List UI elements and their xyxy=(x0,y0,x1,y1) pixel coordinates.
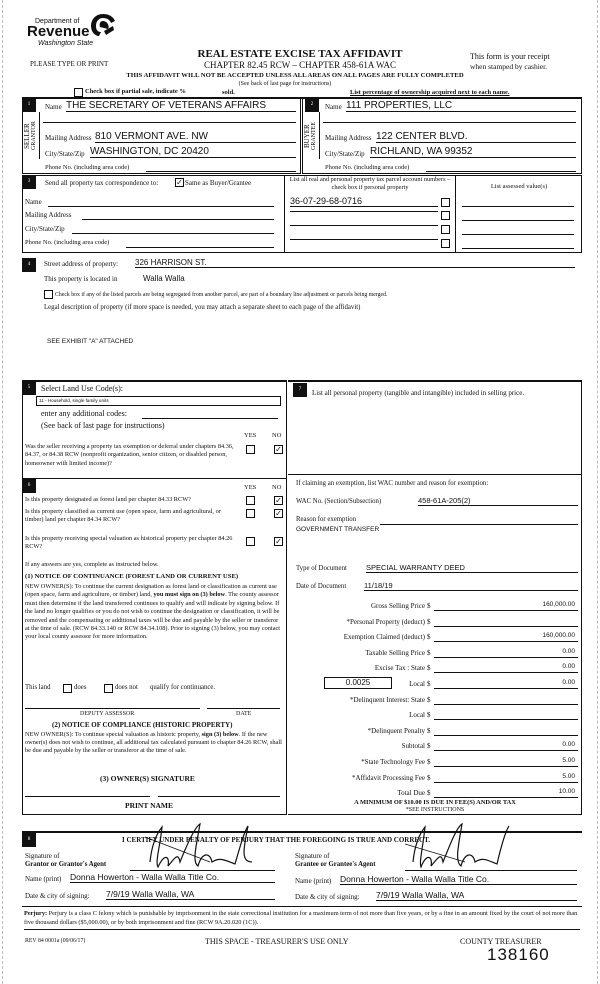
yes-header-5: YES xyxy=(244,432,257,439)
tax-row-label: Local xyxy=(409,679,425,688)
if-yes-instruction: If any answers are yes, complete as instructed below. xyxy=(25,561,159,568)
dor-swirl-icon xyxy=(89,12,117,38)
excise-tax-state-field[interactable]: 0.00 xyxy=(434,663,578,673)
form-title: REAL ESTATE EXCISE TAX AFFIDAVIT xyxy=(197,48,403,60)
tax-row-label: Exemption Claimed (deduct) xyxy=(343,633,425,642)
section-number-8: 8 xyxy=(22,833,36,847)
seller-mailing-label: Mailing Address xyxy=(45,134,92,142)
dollar-sign: $ xyxy=(427,789,431,798)
exemption-claimed-field[interactable]: 160,000.00 xyxy=(434,632,578,642)
notice1-bold: you must sign on (3) below xyxy=(153,591,226,599)
wac-label: WAC No. (Section/Subsection) xyxy=(296,498,382,505)
forest-land-yes[interactable] xyxy=(246,496,255,505)
land-use-label: Select Land Use Code(s): xyxy=(41,384,123,393)
seller-mailing-field[interactable]: 810 VERMONT AVE. NW xyxy=(95,131,296,143)
local-rate-box[interactable]: 0.0025 xyxy=(324,677,392,689)
deputy-assessor-label: DEPUTY ASSESSOR xyxy=(80,711,135,717)
corr-phone-field[interactable] xyxy=(126,247,274,248)
tax-row-label: Total Due xyxy=(397,789,425,798)
tax-row-label: Excise Tax : State xyxy=(374,664,425,673)
receipt-note-1: This form is your receipt xyxy=(470,52,550,61)
parcel-number-2[interactable] xyxy=(290,211,438,212)
buyer-phone-field[interactable] xyxy=(426,171,576,172)
parcel-number-4[interactable] xyxy=(290,239,438,240)
does-not-qualify-checkbox[interactable] xyxy=(104,684,113,693)
grantor-date-city-label: Date & city of signing: xyxy=(25,892,90,900)
seller-exemption-yes[interactable] xyxy=(246,445,255,454)
reason-value[interactable]: GOVERNMENT TRANSFER xyxy=(296,526,380,533)
doc-type-field[interactable]: SPECIAL WARRANTY DEED xyxy=(366,563,578,573)
additional-codes-field[interactable] xyxy=(142,418,278,419)
yes-header-6: YES xyxy=(244,484,257,491)
agency-line1: Department of xyxy=(35,18,80,25)
dollar-sign: $ xyxy=(427,617,431,626)
grantee-date-city-label: Date & city of signing: xyxy=(295,893,360,901)
does-label: does xyxy=(74,684,87,691)
tax-row xyxy=(296,773,578,789)
tax-row xyxy=(296,741,578,757)
buyer-name-label: Name xyxy=(325,103,342,111)
qualify-label: qualify for continuance. xyxy=(150,684,216,691)
current-use-no[interactable]: ✓ xyxy=(275,509,282,518)
warning-line: THIS AFFIDAVIT WILL NOT BE ACCEPTED UNLESS ALL AREAS ON ALL PAGES ARE FULLY COMPLETED xyxy=(126,72,464,79)
sold-label: sold. xyxy=(222,89,235,96)
seller-name-label: Name xyxy=(45,103,62,111)
section-number-1: 1 xyxy=(22,98,36,112)
form-id: REV 84 0001a (09/06/17) xyxy=(25,938,86,944)
street-address-field[interactable]: 326 HARRISON ST. xyxy=(135,258,575,268)
reason-label: Reason for exemption xyxy=(296,516,357,523)
current-use-question: Is this property classified as current use (open space, farm and agricultural, or timber) land per chapter 84.34 RCW? xyxy=(25,508,221,524)
corr-city-field[interactable] xyxy=(72,233,274,234)
partial-sale-checkbox[interactable] xyxy=(74,88,83,97)
dor-logo xyxy=(27,14,123,52)
perjury-text: Perjury is a class C felony which is punishable by imprisonment in the state correctional institution for a maximum term of not more than five years, or by a fine in an amount fixed by the court of not more than five thousand dollars ($5,000.00), or by both imprisonment and fine (RCW 9A.20.020 (1C)). xyxy=(24,910,578,926)
does-not-label: does not xyxy=(115,684,138,691)
personal-property-checkbox-2[interactable] xyxy=(441,211,450,220)
minimum-fee-note: A MINIMUM OF $10.00 IS DUE IN FEE(S) AND/OR TAX xyxy=(354,799,516,806)
located-in-value[interactable]: Walla Walla xyxy=(143,274,185,283)
tax-row xyxy=(296,757,578,773)
partial-sale-label: Check box if partial sale, indicate % xyxy=(85,88,186,95)
treasurer-use-label: THIS SPACE - TREASURER'S USE ONLY xyxy=(205,937,349,946)
grantee-sig-label-2: Grantee or Grantee's Agent xyxy=(295,861,376,868)
tax-calculation xyxy=(296,601,578,804)
section-number-6: 6 xyxy=(22,479,36,493)
tax-row xyxy=(296,601,578,617)
section-number-3: 3 xyxy=(22,175,36,189)
notice-compliance-title: (2) NOTICE OF COMPLIANCE (HISTORIC PROPERTY) xyxy=(52,721,233,729)
street-address-label: Street address of property: xyxy=(44,260,119,268)
tax-row-label: *Delinquent Interest: State xyxy=(349,695,425,704)
grantor-name-print-label: Name (print) xyxy=(25,875,62,883)
dollar-sign: $ xyxy=(427,757,431,766)
perjury-bold: Perjury: xyxy=(24,910,48,917)
legal-description-label: Legal description of property (if more space is needed, you may attach a separate sheet to each page of the affidavit) xyxy=(44,304,361,311)
see-back-note: (See back of last page for instructions) xyxy=(238,81,332,87)
notice2-part-a: NEW OWNER(S): To continue special valuation as historic property, xyxy=(25,731,201,738)
corr-city-label: City/State/Zip xyxy=(25,225,65,233)
send-correspondence-label: Send all property tax correspondence to: xyxy=(45,179,159,187)
tax-row-label: Taxable Selling Price xyxy=(365,648,425,657)
delinquent-penalty-field[interactable] xyxy=(434,726,578,736)
dollar-sign: $ xyxy=(427,679,431,688)
assessed-value-3[interactable] xyxy=(462,234,574,235)
agency-line2: Revenue xyxy=(27,23,90,40)
tax-row-label: Local xyxy=(409,711,425,720)
tax-row xyxy=(296,648,578,664)
grantee-name-print-field[interactable]: Donna Howerton - Walla Walla Title Co. xyxy=(340,874,577,885)
state-technology-fee-field[interactable]: 5.00 xyxy=(434,757,578,767)
assessed-header: List assessed value(s) xyxy=(490,183,548,190)
seller-phone-field[interactable] xyxy=(146,171,296,172)
dollar-sign: $ xyxy=(427,648,431,657)
historic-no[interactable]: ✓ xyxy=(275,537,282,546)
segregate-label: Check box if any of the listed parcels are being segregated from another parcel, are part of a boundary line adjustment or parcels being merged. xyxy=(55,292,388,298)
forest-land-question: Is this property designated as forest land per chapter 84.33 RCW? xyxy=(25,496,191,503)
dollar-sign: $ xyxy=(427,726,431,735)
buyer-city-label: City/State/Zip xyxy=(325,150,365,158)
section-number-2: 2 xyxy=(305,98,319,112)
taxable-selling-price-field[interactable]: 0.00 xyxy=(434,648,578,658)
dollar-sign: $ xyxy=(427,633,431,642)
buyer-phone-label: Phone No. (including area code) xyxy=(325,164,410,171)
assessed-value-2[interactable] xyxy=(462,220,574,221)
tax-row xyxy=(296,726,578,742)
notice-continuance-text xyxy=(25,583,283,642)
claim-exemption-label: If claiming an exemption, list WAC number and reason for exemption: xyxy=(296,480,489,487)
deputy-assessor-sig-line[interactable] xyxy=(25,708,200,709)
buyer-name-line2[interactable] xyxy=(323,122,576,123)
assessor-date-line[interactable] xyxy=(207,708,280,709)
seller-side-strip xyxy=(22,112,40,159)
grantor-date-city-field[interactable]: 7/9/19 Walla Walla, WA xyxy=(106,889,275,900)
dollar-sign: $ xyxy=(427,773,431,782)
same-as-buyer-label: Same as Buyer/Grantee xyxy=(185,179,252,187)
please-type-label: PLEASE TYPE OR PRINT xyxy=(30,60,109,68)
grantee-date-city-field[interactable]: 7/9/19 Walla Walla, WA xyxy=(376,890,577,901)
tax-row-label: *State Technology Fee xyxy=(361,757,425,766)
section-number-5: 5 xyxy=(22,381,36,395)
legal-description-value[interactable]: SEE EXHIBIT "A" ATTACHED xyxy=(47,338,134,345)
corr-mailing-field[interactable] xyxy=(82,219,274,220)
total-due-field[interactable]: 10.00 xyxy=(434,788,578,798)
seller-name-field[interactable]: THE SECRETARY OF VETERANS AFFAIRS xyxy=(66,100,296,112)
scan-edge-left xyxy=(2,0,3,984)
dollar-sign: $ xyxy=(427,742,431,751)
notice2-part-b: . If the new owner(s) does not wish to continue, all additional tax calculated pursuant to chapter 84.26 RCW, shall be due and payable by the seller or transferor at the time of sale. xyxy=(25,731,282,755)
this-land-label: This land xyxy=(25,684,51,691)
grantor-signature-scribble xyxy=(140,822,260,872)
county-treasurer-label: COUNTY TREASURER xyxy=(460,937,542,946)
current-use-yes[interactable] xyxy=(246,509,255,518)
owner-signature-label: (3) OWNER(S) SIGNATURE xyxy=(100,774,195,783)
affidavit-processing-fee-field[interactable]: 5.00 xyxy=(434,773,578,783)
seller-name-line2[interactable] xyxy=(43,122,296,123)
corr-mailing-label: Mailing Address xyxy=(25,211,72,219)
grantee-name-print-label: Name (print) xyxy=(295,877,332,885)
dollar-sign: $ xyxy=(427,711,431,720)
personal-property-checkbox-1[interactable] xyxy=(441,198,450,207)
located-in-label: This property is located in xyxy=(44,275,118,283)
section-number-4: 4 xyxy=(22,258,36,272)
grantor-name-print-field[interactable]: Donna Howerton - Walla Walla Title Co. xyxy=(70,872,275,883)
owner-signature-line-1[interactable] xyxy=(25,796,150,797)
buyer-name-field[interactable]: 111 PROPERTIES, LLC xyxy=(346,100,576,112)
see-instructions-note: *SEE INSTRUCTIONS xyxy=(405,807,465,813)
excise-tax-local-field[interactable]: 0.00 xyxy=(434,679,578,689)
tax-row-label: *Affidavit Processing Fee xyxy=(352,773,425,782)
print-name-label: PRINT NAME xyxy=(125,801,173,810)
buyer-mailing-label: Mailing Address xyxy=(325,134,372,142)
personal-property-checkbox-3[interactable] xyxy=(441,225,450,234)
tax-row xyxy=(296,632,578,648)
segregate-checkbox[interactable] xyxy=(44,290,53,299)
grantee-label: GRANTEE xyxy=(311,122,317,150)
gross-selling-price-field[interactable]: 160,000.00 xyxy=(434,601,578,611)
form-chapter: CHAPTER 82.45 RCW – CHAPTER 458-61A WAC xyxy=(204,60,396,70)
buyer-label: BUYER xyxy=(303,124,311,148)
reason-line[interactable] xyxy=(380,524,578,525)
delinquent-interest-local-field[interactable] xyxy=(434,710,578,720)
corr-name-label: Name xyxy=(25,198,42,206)
notice1-part-b: . The county assessor must then determine if the land transferred continues to qualify and will indicate by signing below. If the land no longer qualifies or you do not wish to continue the designation or classification, it will be removed and the compensating or additional taxes will be due and payable by the seller or transferor at the time of sale. (RCW 84.33.140 or RCW 84.34.108). Prior to signing (3) below, you may contact your local county assessor for more information. xyxy=(25,591,281,641)
parcel-header: List all real and personal property tax parcel account numbers – check box if personal property xyxy=(289,176,451,191)
assessor-date-label: DATE xyxy=(236,711,252,717)
personal-property-checkbox-4[interactable] xyxy=(441,239,450,248)
assessed-value-4[interactable] xyxy=(462,248,574,249)
receipt-note-2: when stamped by cashier. xyxy=(470,62,548,71)
grantor-sig-label-2: Grantor or Grantor's Agent xyxy=(25,861,107,868)
tax-row xyxy=(296,695,578,711)
wac-number-field[interactable]: 458-61A-205(2) xyxy=(418,496,578,506)
tax-row-label: Subtotal xyxy=(401,742,425,751)
seller-exemption-question: Was the seller receiving a property tax exemption or deferral under chapters 84.36, 84.37, or 84.38 RCW (nonprofit organization, senior citizen, or disabled person, homeowner with limited income)? xyxy=(25,443,234,467)
historic-property-question: Is this property receiving special valuation as historical property per chapter 84.26 RCW? xyxy=(25,535,233,551)
handwritten-receipt-number: 138160 xyxy=(487,945,550,964)
personal-property-area-rule xyxy=(288,474,582,475)
no-header-6: NO xyxy=(272,484,282,491)
delinquent-interest-state-field[interactable] xyxy=(434,695,578,705)
seller-city-field[interactable]: WASHINGTON, DC 20420 xyxy=(90,146,296,158)
forest-land-no[interactable]: ✓ xyxy=(275,496,282,505)
seller-label: SELLER xyxy=(23,123,31,149)
grantor-label: GRANTOR xyxy=(31,121,37,151)
dollar-sign: $ xyxy=(427,602,431,610)
assessed-value-1[interactable] xyxy=(462,206,574,207)
personal-property-label: List all personal property (tangible and intangible) included in selling price. xyxy=(312,389,525,397)
section-8-bottom-rule xyxy=(22,906,582,907)
tax-row-label: *Delinquent Penalty xyxy=(367,726,425,735)
grantee-signature-scribble xyxy=(405,822,515,872)
dollar-sign: $ xyxy=(427,664,431,673)
agency-line3: Washington State xyxy=(38,40,94,47)
perjury-notice xyxy=(24,910,580,930)
perjury-certification: I CERTIFY UNDER PENALTY OF PERJURY THAT THE FOREGOING IS TRUE AND CORRECT. xyxy=(122,836,431,844)
corr-name-field[interactable] xyxy=(48,206,274,207)
notice2-bold: sign (3) below xyxy=(201,731,239,738)
seller-city-label: City/State/Zip xyxy=(45,150,85,158)
buyer-side-strip xyxy=(302,112,320,159)
buyer-mailing-field[interactable]: 122 CENTER BLVD. xyxy=(376,131,576,143)
tax-row-label: Gross Selling Price xyxy=(370,602,425,610)
section-6-rule xyxy=(22,478,287,479)
notice-continuance-title: (1) NOTICE OF CONTINUANCE (FOREST LAND OR CURRENT USE) xyxy=(25,573,239,580)
subtotal-field[interactable]: 0.00 xyxy=(434,741,578,751)
corr-phone-label: Phone No. (including area code) xyxy=(25,239,110,246)
tax-row-label: *Personal Property (deduct) xyxy=(346,617,425,626)
land-use-code-select[interactable]: 11 - Household, single family units xyxy=(36,396,281,406)
scan-edge-right xyxy=(597,0,598,984)
seller-phone-label: Phone No. (including area code) xyxy=(45,164,130,171)
tax-row xyxy=(296,679,578,695)
personal-property-deduct-field[interactable] xyxy=(434,617,578,627)
seller-exemption-no[interactable]: ✓ xyxy=(275,445,282,454)
ownership-note: List percentage of ownership acquired next to each name. xyxy=(350,89,510,96)
buyer-city-field[interactable]: RICHLAND, WA 99352 xyxy=(370,146,576,158)
parcel-number-1[interactable]: 36-07-29-68-0716 xyxy=(290,196,438,207)
no-header-5: NO xyxy=(272,432,282,439)
section-number-7: 7 xyxy=(293,383,307,397)
dollar-sign: $ xyxy=(427,695,431,704)
tax-row xyxy=(296,710,578,726)
owner-signature-line-2[interactable] xyxy=(158,796,280,797)
doc-type-label: Type of Document xyxy=(296,565,347,572)
same-as-buyer-checkbox[interactable]: ✓ xyxy=(176,178,183,187)
doc-date-label: Date of Document xyxy=(296,583,347,590)
grantee-sig-label-1: Signature of xyxy=(295,852,330,860)
tax-row xyxy=(296,617,578,633)
grantor-sig-label-1: Signature of xyxy=(25,852,60,860)
does-qualify-checkbox[interactable] xyxy=(63,684,72,693)
notice1-part-a: NEW OWNER(S): To continue the current designation as forest land or classification as current use (open space, farm and agriculture, or timber) land, xyxy=(25,583,277,599)
parcel-number-3[interactable] xyxy=(290,225,438,226)
notice-compliance-text xyxy=(25,731,287,756)
land-use-instructions: (See back of last page for instructions) xyxy=(41,421,165,430)
doc-date-field[interactable]: 11/18/19 xyxy=(364,581,578,591)
additional-codes-label: enter any additional codes: xyxy=(41,409,127,418)
historic-yes[interactable] xyxy=(246,537,255,546)
